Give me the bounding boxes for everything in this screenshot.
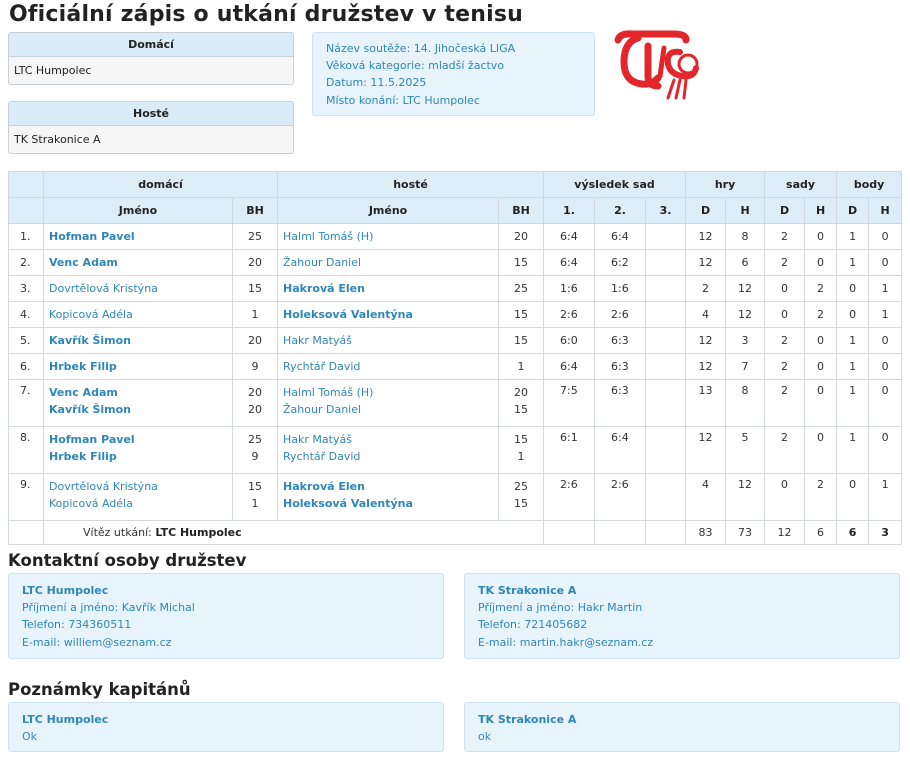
bh-value: 15	[248, 480, 262, 493]
games-d: 4	[686, 302, 726, 328]
home-players	[44, 250, 233, 276]
set3-score	[646, 302, 686, 328]
sets-h: 0	[805, 380, 837, 427]
games-d: 12	[686, 250, 726, 276]
row-index: 4.	[9, 302, 44, 328]
index-subheader	[9, 198, 44, 224]
games-h: 3	[726, 328, 765, 354]
guest-players	[278, 354, 499, 380]
bh-value: 1	[517, 450, 525, 463]
games-h: 12	[726, 474, 765, 521]
player-name: Hrbek Filip	[49, 450, 117, 463]
home-bh	[233, 328, 278, 354]
bh-value: 15	[514, 256, 529, 269]
player-name: Halml Tomáš (H)	[283, 230, 374, 243]
bh-value: 15	[514, 433, 529, 446]
guest-bh	[499, 380, 544, 427]
guest-players	[278, 250, 499, 276]
player-name: Hofman Pavel	[49, 230, 135, 243]
sets-h: 0	[805, 250, 837, 276]
sets-d: 2	[765, 380, 805, 427]
table-row	[9, 224, 902, 250]
home-contact-email: E-mail: williem@seznam.cz	[22, 635, 172, 649]
guest-players	[278, 380, 499, 427]
games-h-header: H	[726, 198, 765, 224]
set2-score: 6:4	[595, 224, 646, 250]
points-h: 1	[869, 276, 902, 302]
home-players	[44, 276, 233, 302]
row-index: 1.	[9, 224, 44, 250]
bh-value: 25	[248, 433, 262, 446]
home-players	[44, 302, 233, 328]
home-bh	[233, 250, 278, 276]
sets-h: 2	[805, 302, 837, 328]
match-winner	[44, 521, 544, 545]
home-players	[44, 427, 233, 474]
home-bh	[233, 380, 278, 427]
games-d: 12	[686, 427, 726, 474]
guest-team-box	[8, 101, 294, 154]
guest-players	[278, 427, 499, 474]
games-header: hry	[686, 172, 765, 198]
bh-value: 1	[251, 497, 259, 510]
bh-value: 25	[514, 480, 529, 493]
set1-score: 6:4	[544, 250, 595, 276]
sets-d: 0	[765, 474, 805, 521]
bh-value: 15	[514, 334, 529, 347]
home-team-box	[8, 32, 294, 85]
bh-value: 15	[514, 403, 529, 416]
points-h: 1	[869, 302, 902, 328]
guest-contact-team: TK Strakonice A	[478, 584, 577, 597]
sets-d: 0	[765, 302, 805, 328]
sub-header-row	[9, 198, 902, 224]
set2-score: 6:3	[595, 328, 646, 354]
home-bh	[233, 276, 278, 302]
winner-name: LTC Humpolec	[155, 526, 242, 539]
points-d: 1	[837, 380, 869, 427]
home-bh-header: BH	[233, 198, 278, 224]
sets-d: 2	[765, 427, 805, 474]
points-d: 0	[837, 302, 869, 328]
set1-score: 6:4	[544, 224, 595, 250]
row-index: 8.	[9, 427, 44, 474]
points-h: 0	[869, 328, 902, 354]
home-bh	[233, 474, 278, 521]
set1-score: 6:4	[544, 354, 595, 380]
set3-score	[646, 224, 686, 250]
contacts-heading: Kontaktní osoby družstev	[8, 551, 247, 570]
points-h: 0	[869, 380, 902, 427]
guest-team-label: Hosté	[9, 102, 293, 126]
games-h: 5	[726, 427, 765, 474]
set1-header: 1.	[544, 198, 595, 224]
player-name: Dovrtělová Kristýna	[49, 480, 158, 493]
games-h: 8	[726, 380, 765, 427]
games-d: 12	[686, 328, 726, 354]
table-row	[9, 302, 902, 328]
page-title: Oficiální zápis o utkání družstev v tenisu	[9, 2, 524, 27]
guest-contact-phone: Telefon: 721405682	[478, 618, 588, 632]
guest-players	[278, 302, 499, 328]
row-index: 6.	[9, 354, 44, 380]
sets-h: 2	[805, 474, 837, 521]
home-note-text: Ok	[22, 730, 38, 744]
points-d-header: D	[837, 198, 869, 224]
guest-bh-header: BH	[499, 198, 544, 224]
set1-score: 7:5	[544, 380, 595, 427]
bh-value: 25	[248, 230, 262, 243]
guest-group-header: hosté	[278, 172, 544, 198]
guest-contact-name: Příjmení a jméno: Hakr Martin	[478, 601, 643, 615]
home-contact-name: Příjmení a jméno: Kavřík Michal	[22, 601, 195, 615]
set2-header: 2.	[595, 198, 646, 224]
home-players	[44, 328, 233, 354]
player-name: Kavřík Šimon	[49, 403, 132, 416]
points-d: 1	[837, 354, 869, 380]
games-d-header: D	[686, 198, 726, 224]
games-h: 6	[726, 250, 765, 276]
sets-d: 2	[765, 354, 805, 380]
match-date: Datum: 11.5.2025	[326, 76, 427, 90]
home-contact-team: LTC Humpolec	[22, 584, 109, 597]
player-name: Hakr Matyáš	[283, 433, 352, 446]
games-d: 2	[686, 276, 726, 302]
games-h: 12	[726, 276, 765, 302]
winner-label: Vítěz utkání:	[83, 526, 152, 539]
guest-bh	[499, 427, 544, 474]
home-players	[44, 474, 233, 521]
home-bh	[233, 302, 278, 328]
player-name: Venc Adam	[49, 386, 118, 399]
table-row	[9, 380, 902, 427]
sets-d-header: D	[765, 198, 805, 224]
guest-bh	[499, 224, 544, 250]
bh-value: 25	[514, 282, 529, 295]
sets-d: 2	[765, 224, 805, 250]
points-d: 0	[837, 474, 869, 521]
row-index: 5.	[9, 328, 44, 354]
sets-h: 2	[805, 276, 837, 302]
home-players	[44, 380, 233, 427]
set3-score	[646, 328, 686, 354]
set3-header: 3.	[646, 198, 686, 224]
player-name: Hakrová Elen	[283, 282, 365, 295]
set3-score	[646, 276, 686, 302]
points-h-header: H	[869, 198, 902, 224]
row-index: 2.	[9, 250, 44, 276]
total-points-h: 3	[869, 521, 902, 545]
set2-score: 6:3	[595, 354, 646, 380]
home-bh	[233, 224, 278, 250]
guest-players	[278, 276, 499, 302]
table-row	[9, 276, 902, 302]
player-name: Žahour Daniel	[283, 256, 362, 269]
set1-score: 6:1	[544, 427, 595, 474]
bh-value: 1	[517, 360, 525, 373]
sets-h: 0	[805, 224, 837, 250]
player-name: Holeksová Valentýna	[283, 308, 413, 321]
bh-value: 20	[514, 230, 529, 243]
total-games-h: 73	[726, 521, 765, 545]
games-h: 12	[726, 302, 765, 328]
bh-value: 20	[248, 386, 262, 399]
points-d: 1	[837, 224, 869, 250]
bh-value: 20	[514, 386, 529, 399]
games-d: 13	[686, 380, 726, 427]
total-sets-d: 12	[765, 521, 805, 545]
bh-value: 15	[248, 282, 262, 295]
guest-bh	[499, 276, 544, 302]
guest-bh	[499, 474, 544, 521]
bh-value: 1	[251, 308, 259, 321]
group-header-row	[9, 172, 902, 198]
club-logo-icon	[614, 30, 704, 102]
set3-score	[646, 380, 686, 427]
guest-bh	[499, 302, 544, 328]
guest-note-text: ok	[478, 730, 492, 744]
guest-team-name: TK Strakonice A	[14, 133, 101, 146]
table-row	[9, 354, 902, 380]
player-name: Venc Adam	[49, 256, 118, 269]
set3-score	[646, 354, 686, 380]
set2-score: 2:6	[595, 302, 646, 328]
set1-score: 1:6	[544, 276, 595, 302]
points-h: 0	[869, 427, 902, 474]
sets-h: 0	[805, 354, 837, 380]
player-name: Rychtář David	[283, 450, 361, 463]
match-results-table	[8, 171, 902, 545]
sets-d: 2	[765, 328, 805, 354]
table-row	[9, 250, 902, 276]
points-h: 0	[869, 224, 902, 250]
set2-score: 1:6	[595, 276, 646, 302]
games-d: 4	[686, 474, 726, 521]
row-index: 9.	[9, 474, 44, 521]
home-team-label: Domácí	[9, 33, 293, 57]
player-name: Halml Tomáš (H)	[283, 386, 374, 399]
games-d: 12	[686, 224, 726, 250]
games-h: 7	[726, 354, 765, 380]
home-note-team: LTC Humpolec	[22, 713, 109, 726]
table-row	[9, 328, 902, 354]
competition-name: Název soutěže: 14. Jihočeská LIGA	[326, 42, 516, 55]
set2-score: 2:6	[595, 474, 646, 521]
bh-value: 15	[514, 308, 529, 321]
home-team-name: LTC Humpolec	[14, 64, 92, 77]
row-index: 7.	[9, 380, 44, 427]
set1-score: 2:6	[544, 302, 595, 328]
points-d: 1	[837, 328, 869, 354]
notes-heading: Poznámky kapitánů	[8, 680, 191, 699]
points-h: 0	[869, 250, 902, 276]
set3-score	[646, 250, 686, 276]
home-contact-box	[8, 573, 444, 659]
match-info-box	[312, 32, 595, 116]
sets-h: 0	[805, 427, 837, 474]
points-d: 1	[837, 427, 869, 474]
guest-bh	[499, 328, 544, 354]
sets-d: 0	[765, 276, 805, 302]
guest-note-team: TK Strakonice A	[478, 713, 577, 726]
points-d: 1	[837, 250, 869, 276]
guest-bh	[499, 354, 544, 380]
points-header: body	[837, 172, 902, 198]
home-group-header: domácí	[44, 172, 278, 198]
match-venue: Místo konání: LTC Humpolec	[326, 93, 480, 107]
player-name: Hakr Matyáš	[283, 334, 352, 347]
sets-result-header: výsledek sad	[544, 172, 686, 198]
set1-score: 6:0	[544, 328, 595, 354]
points-d: 0	[837, 276, 869, 302]
player-name: Hofman Pavel	[49, 433, 135, 446]
guest-note-box	[464, 702, 900, 752]
guest-contact-email: E-mail: martin.hakr@seznam.cz	[478, 635, 654, 649]
player-name: Holeksová Valentýna	[283, 497, 413, 510]
player-name: Kavřík Šimon	[49, 334, 132, 347]
total-games-d: 83	[686, 521, 726, 545]
total-points-d: 6	[837, 521, 869, 545]
player-name: Hakrová Elen	[283, 480, 365, 493]
guest-players	[278, 328, 499, 354]
bh-value: 15	[514, 497, 529, 510]
index-header	[9, 172, 44, 198]
row-index: 3.	[9, 276, 44, 302]
home-bh	[233, 354, 278, 380]
home-players	[44, 354, 233, 380]
guest-name-header: Jméno	[278, 198, 499, 224]
sets-h-header: H	[805, 198, 837, 224]
set3-score	[646, 474, 686, 521]
home-note-box	[8, 702, 444, 752]
age-category: Věková kategorie: mladší žactvo	[326, 59, 505, 73]
table-row	[9, 474, 902, 521]
player-name: Kopicová Adéla	[49, 497, 133, 510]
set2-score: 6:2	[595, 250, 646, 276]
player-name: Dovrtělová Kristýna	[49, 282, 158, 295]
guest-players	[278, 224, 499, 250]
home-players	[44, 224, 233, 250]
sets-won-header: sady	[765, 172, 837, 198]
bh-value: 20	[248, 334, 262, 347]
points-h: 1	[869, 474, 902, 521]
home-name-header: Jméno	[44, 198, 233, 224]
table-row	[9, 427, 902, 474]
player-name: Žahour Daniel	[283, 403, 362, 416]
bh-value: 20	[248, 256, 262, 269]
points-h: 0	[869, 354, 902, 380]
bh-value: 20	[248, 403, 262, 416]
total-sets-h: 6	[805, 521, 837, 545]
bh-value: 9	[251, 360, 259, 373]
guest-players	[278, 474, 499, 521]
player-name: Hrbek Filip	[49, 360, 117, 373]
set2-score: 6:4	[595, 427, 646, 474]
games-d: 12	[686, 354, 726, 380]
set3-score	[646, 427, 686, 474]
set2-score: 6:3	[595, 380, 646, 427]
player-name: Kopicová Adéla	[49, 308, 133, 321]
set1-score: 2:6	[544, 474, 595, 521]
games-h: 8	[726, 224, 765, 250]
sets-d: 2	[765, 250, 805, 276]
player-name: Rychtář David	[283, 360, 361, 373]
guest-bh	[499, 250, 544, 276]
home-bh	[233, 427, 278, 474]
guest-contact-box	[464, 573, 900, 659]
sets-h: 0	[805, 328, 837, 354]
bh-value: 9	[251, 450, 259, 463]
total-row	[9, 521, 902, 545]
home-contact-phone: Telefon: 734360511	[22, 618, 132, 632]
